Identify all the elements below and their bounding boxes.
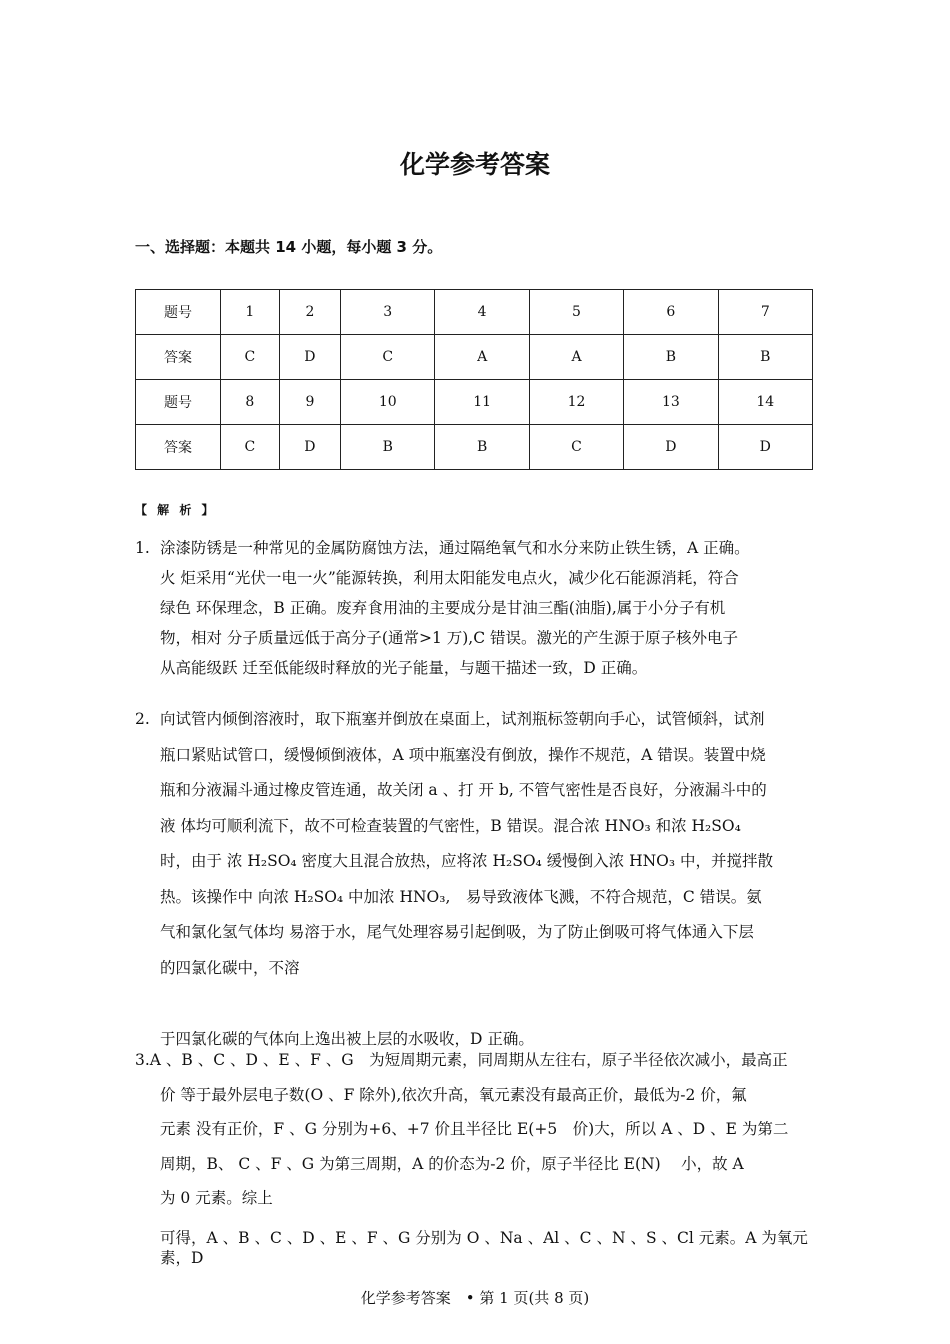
table-cell: 5 <box>529 290 623 335</box>
table-cell: B <box>624 335 718 380</box>
table-cell: 4 <box>435 290 529 335</box>
text-line <box>135 738 825 774</box>
line-text: 可得，A 、B 、C 、D 、E 、F 、G 分别为 O 、Na 、Al 、C 、N 、S 、Cl 元素。A 为氧元 <box>160 1229 808 1247</box>
table-row <box>136 425 813 470</box>
table-cell: D <box>624 425 718 470</box>
row-label: 答案 <box>136 335 221 380</box>
text-line <box>135 773 825 809</box>
text-line <box>135 1248 825 1268</box>
item-number: 1. <box>135 539 150 557</box>
line-text: 时，由于 浓 H₂SO₄ 密度大且混合放热，应将浓 H₂SO₄ 缓慢倒入浓 HNO₃ 中，并搅拌散 <box>160 852 774 870</box>
text-line <box>135 809 825 845</box>
line-text: 热。该操作中 向浓 H₂SO₄ 中加浓 HNO₃, 易导致液体飞溅，不符合规范，C 错误。氨 <box>160 887 762 906</box>
text-line <box>135 951 825 987</box>
section-heading: 一、选择题：本题共 14 小题，每小题 3 分。 <box>135 238 443 256</box>
text-line <box>135 844 825 880</box>
text-line <box>135 1228 825 1248</box>
page-footer: 化学参考答案 • 第 1 页(共 8 页) <box>360 1289 590 1307</box>
table-cell: 11 <box>435 380 529 425</box>
table-row <box>136 335 813 380</box>
text-line <box>135 1078 825 1113</box>
line-text: 向试管内倾倒溶液时，取下瓶塞并倒放在桌面上，试剂瓶标签朝向手心，试管倾斜，试剂 <box>160 710 765 728</box>
table-cell: 8 <box>221 380 280 425</box>
table-cell: 13 <box>624 380 718 425</box>
line-text: 素，D <box>160 1249 204 1267</box>
line-text: 瓶和分液漏斗通过橡皮管连通，故关闭 a 、打 开 b, 不管气密性是否良好，分液漏斗中的 <box>160 781 767 799</box>
line-text: 涂漆防锈是一种常见的金属防腐蚀方法，通过隔绝氧气和水分来防止铁生锈，A 正确。 <box>160 539 750 557</box>
text-line <box>135 880 825 916</box>
analysis-label: 【 解 析 】 <box>135 503 217 517</box>
table-cell: 6 <box>624 290 718 335</box>
table-cell: D <box>718 425 812 470</box>
table-cell: C <box>221 425 280 470</box>
line-text: 为 0 元素。综上 <box>160 1189 273 1207</box>
table-cell: 7 <box>718 290 812 335</box>
line-text: 火 炬采用“光伏一电一火”能源转换，利用太阳能发电点火，减少化石能源消耗，符合 <box>160 569 739 587</box>
table-cell: D <box>279 335 340 380</box>
table-cell: 3 <box>341 290 435 335</box>
table-cell: 9 <box>279 380 340 425</box>
line-text: 瓶口紧贴试管口，缓慢倾倒液体，A 项中瓶塞没有倒放，操作不规范，A 错误。装置中烧 <box>160 745 766 764</box>
line-text: 气和氯化氢气体均 易溶于水，尾气处理容易引起倒吸，为了防止倒吸可将气体通入下层 <box>160 923 754 941</box>
text-line <box>135 533 825 563</box>
line-text: A 、B 、C 、D 、E 、F 、G 为短周期元素，同周期从左往右，原子半径依次减小，最高正 <box>149 1051 788 1069</box>
text-line <box>135 1112 825 1147</box>
text-line <box>135 915 825 951</box>
text-line <box>135 1147 825 1182</box>
text-line <box>135 623 825 653</box>
table-cell: A <box>435 335 529 380</box>
row-label: 题号 <box>136 380 221 425</box>
table-cell: C <box>221 335 280 380</box>
line-text: 周期，B、 C 、F 、G 为第三周期，A 的价态为-2 价，原子半径比 E(N) 小，故 A <box>160 1154 744 1173</box>
table-row <box>136 380 813 425</box>
line-text: 元素 没有正价，F 、G 分别为+6、+7 价且半径比 E(+5 价)大，所以 A 、D 、E 为第二 <box>160 1120 789 1138</box>
line-text: 的四氯化碳中，不溶 <box>160 958 300 977</box>
explanation-3-continuation <box>135 1228 825 1268</box>
text-line <box>135 563 825 593</box>
item-number: 2. <box>135 710 150 728</box>
line-text: 液 体均可顺利流下，故不可检查装置的气密性，B 错误。混合浓 HNO₃ 和浓 H₂SO₄ <box>160 816 741 835</box>
table-row <box>136 290 813 335</box>
table-cell: B <box>341 425 435 470</box>
item-number: 3. <box>135 1051 150 1069</box>
line-text: 绿色 环保理念，B 正确。废弃食用油的主要成分是甘油三酯(油脂),属于小分子有机 <box>160 599 726 617</box>
row-label: 答案 <box>136 425 221 470</box>
text-line <box>135 1181 825 1216</box>
text-line <box>135 593 825 623</box>
line-text: 物，相对 分子质量远低于高分子(通常>1 万),C 错误。激光的产生源于原子核外电子 <box>160 629 739 647</box>
text-line <box>135 702 825 738</box>
table-cell: 1 <box>221 290 280 335</box>
explanation-2 <box>135 702 825 1057</box>
table-cell: 14 <box>718 380 812 425</box>
table-cell: 10 <box>341 380 435 425</box>
answer-table <box>135 289 813 470</box>
line-text: 从高能级跃 迁至低能级时释放的光子能量，与题干描述一致，D 正确。 <box>160 659 648 677</box>
line-text: 于四氯化碳的气体向上逸出被上层的水吸收，D 正确。 <box>160 1029 534 1048</box>
table-cell: B <box>435 425 529 470</box>
table-cell: D <box>279 425 340 470</box>
table-cell: B <box>718 335 812 380</box>
table-cell: C <box>341 335 435 380</box>
text-line <box>135 1043 825 1078</box>
table-cell: C <box>529 425 623 470</box>
text-line <box>135 986 825 1022</box>
text-line <box>135 653 825 683</box>
table-cell: 2 <box>279 290 340 335</box>
explanation-3 <box>135 1043 825 1216</box>
page-title: 化学参考答案 <box>399 150 550 179</box>
table-cell: A <box>529 335 623 380</box>
row-label: 题号 <box>136 290 221 335</box>
table-cell: 12 <box>529 380 623 425</box>
explanation-1 <box>135 533 825 683</box>
line-text: 价 等于最外层电子数(O 、F 除外),依次升高，氧元素没有最高正价，最低为-2 价，氟 <box>160 1085 747 1104</box>
